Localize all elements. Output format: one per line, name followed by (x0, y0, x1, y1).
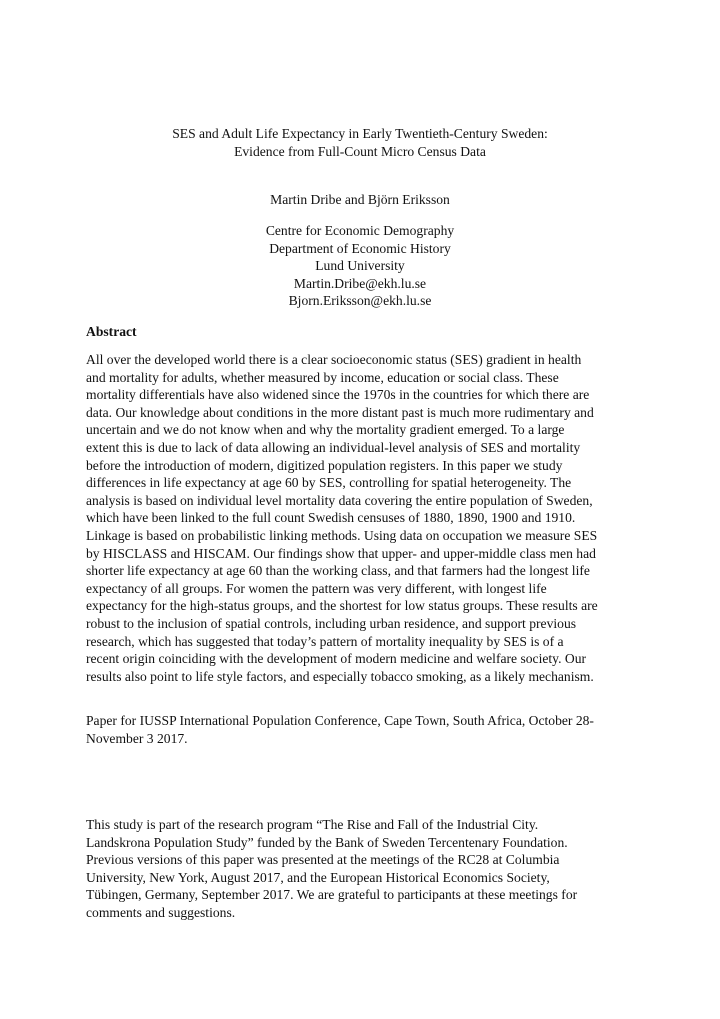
abstract-line: shorter life expectancy at age 60 than the working class, and that farmers had the longest life (86, 563, 590, 579)
abstract-line: Linkage is based on probabilistic linking methods. Using data on occupation we measure SES (86, 527, 598, 543)
conference-line: Paper for IUSSP International Population Conference, Cape Town, South Africa, October 28- (86, 713, 594, 728)
abstract-line: mortality differentials have also widened since the 1970s in the countries for which there are (86, 387, 590, 403)
acknowledgement-line: comments and suggestions. (86, 904, 236, 920)
abstract-line: analysis is based on individual level mortality data covering the entire population of Sweden, (86, 492, 593, 508)
abstract-line: uncertain and we do not know when and why the mortality gradient emerged. To a large (86, 422, 565, 438)
acknowledgement-line: This study is part of the research program “The Rise and Fall of the Industrial City. (86, 817, 539, 832)
acknowledgement-line: Previous versions of this paper was presented at the meetings of the RC28 at Columbia (86, 852, 560, 868)
abstract-line: extent this is due to lack of data allowing an individual-level analysis of SES and mortality (86, 439, 581, 455)
title-line-1: SES and Adult Life Expectancy in Early Twentieth-Century Sweden: (172, 126, 548, 141)
title-line-2: Evidence from Full-Count Micro Census Data (234, 143, 486, 159)
paper-title (86, 125, 634, 160)
abstract-line: expectancy for the high-status groups, and the shortest for low status groups. These results are (86, 598, 598, 614)
affiliation-block (86, 222, 634, 310)
abstract-line: by HISCLASS and HISCAM. Our findings show that upper- and upper-middle class men had (86, 545, 596, 561)
abstract-line: data. Our knowledge about conditions in the more distant past is much more rudimentary and (86, 404, 594, 420)
abstract-line: All over the developed world there is a clear socioeconomic status (SES) gradient in health (86, 352, 582, 367)
acknowledgement-line: Landskrona Population Study” funded by the Bank of Sweden Tercentenary Foundation. (86, 834, 568, 850)
affiliation-centre: Centre for Economic Demography (265, 223, 455, 238)
author-names: Martin Dribe and Björn Eriksson (270, 192, 450, 207)
abstract-line: which have been linked to the full count Swedish censuses of 1880, 1890, 1900 and 1910. (86, 510, 576, 526)
acknowledgement-line: University, New York, August 2017, and the European Historical Economics Society, (86, 869, 550, 885)
abstract-line: differences in life expectancy at age 60 by SES, controlling for spatial heterogeneity. The (86, 475, 572, 491)
acknowledgement-note (86, 816, 634, 922)
abstract-line: recent origin coinciding with the development of modern medicine and welfare society. Our (86, 651, 587, 667)
abstract-line: before the introduction of modern, digitized population registers. In this paper we study (86, 457, 563, 473)
abstract-heading: Abstract (86, 324, 137, 339)
email-dribe: Martin.Dribe@ekh.lu.se (293, 275, 427, 291)
email-eriksson: Bjorn.Eriksson@ekh.lu.se (288, 293, 432, 309)
abstract-line: research, which has suggested that today’s pattern of mortality inequality by SES is of a (86, 633, 564, 649)
abstract-line: results also point to life style factors, and especially tobacco smoking, as a likely mechanism. (86, 668, 594, 684)
abstract-line: and mortality for adults, whether measured by income, education or social class. These (86, 369, 559, 385)
affiliation-university: Lund University (315, 258, 405, 274)
abstract-line: robust to the inclusion of spatial controls, including urban residence, and support previous (86, 615, 577, 631)
abstract-line: expectancy of all groups. For women the pattern was very different, with longest life (86, 580, 547, 596)
abstract-body (86, 351, 634, 685)
conference-line: November 3 2017. (86, 730, 188, 746)
conference-note (86, 712, 634, 747)
affiliation-department: Department of Economic History (269, 240, 451, 256)
acknowledgement-line: Tübingen, Germany, September 2017. We are grateful to participants at these meetings for (86, 887, 578, 903)
